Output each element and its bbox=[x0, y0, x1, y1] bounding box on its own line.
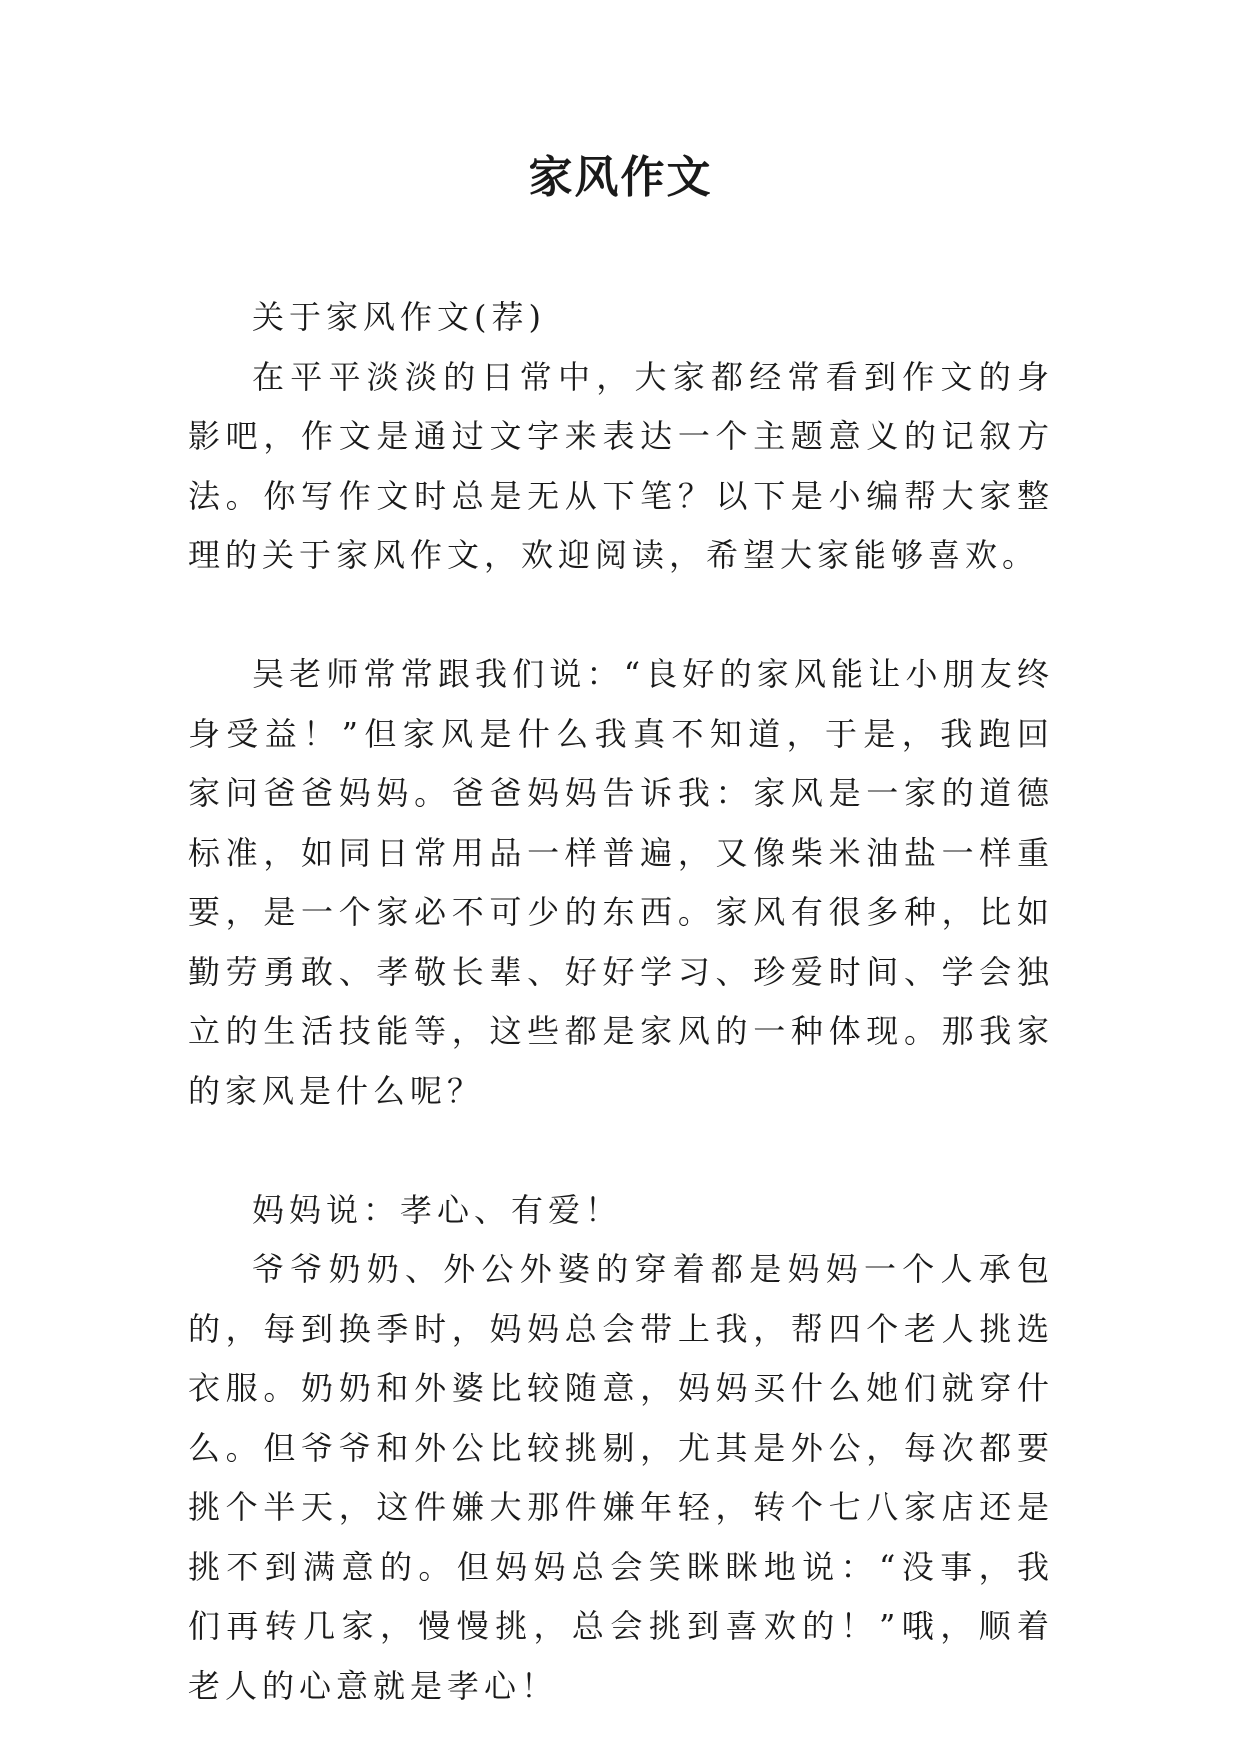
paragraph-gap bbox=[188, 586, 1054, 646]
paragraph-gap bbox=[188, 1121, 1054, 1181]
paragraph-teacher-quote: 吴老师常常跟我们说：“良好的家风能让小朋友终身受益！”但家风是什么我真不知道，于是，我跑回家问爸爸妈妈。爸爸妈妈告诉我：家风是一家的道德标准，如同日常用品一样普遍，又像柴米油盐一样重要，是一个家必不可少的东西。家风有很多种，比如勤劳勇敢、孝敬长辈、好好学习、珍爱时间、学会独立的生活技能等，这些都是家风的一种体现。那我家的家风是什么呢？ bbox=[188, 655, 1054, 1110]
paragraph-intro: 在平平淡淡的日常中，大家都经常看到作文的身影吧，作文是通过文字来表达一个主题意义的记叙方法。你写作文时总是无从下笔？以下是小编帮大家整理的关于家风作文，欢迎阅读，希望大家能够喜欢。 bbox=[188, 357, 1054, 574]
paragraph-subtitle: 关于家风作文(荐) bbox=[252, 298, 546, 336]
paragraph-grandparents: 爷爷奶奶、外公外婆的穿着都是妈妈一个人承包的，每到换季时，妈妈总会带上我，帮四个老人挑选衣服。奶奶和外婆比较随意，妈妈买什么她们就穿什么。但爷爷和外公比较挑剔，尤其是外公，每次都要挑个半天，这件嫌大那件嫌年轻，转个七八家店还是挑不到满意的。但妈妈总会笑眯眯地说：“没事，我们再转几家，慢慢挑，总会挑到喜欢的！”哦，顺着老人的心意就是孝心！ bbox=[188, 1250, 1054, 1705]
paragraph-mother-says: 妈妈说：孝心、有爱！ bbox=[252, 1190, 623, 1229]
document-title: 家风作文 bbox=[528, 152, 713, 203]
document-body bbox=[188, 288, 1054, 1716]
